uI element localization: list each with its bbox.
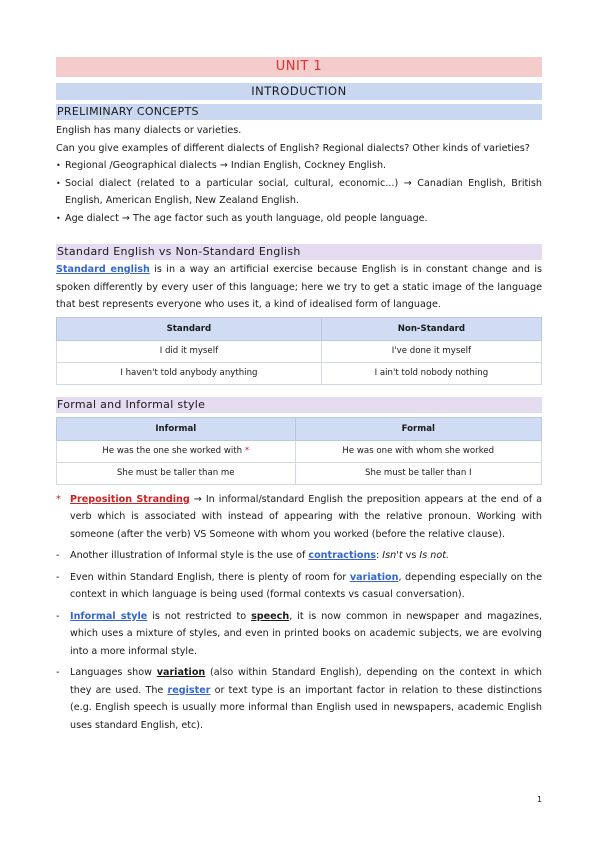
note-preposition-stranding: * Preposition Stranding → In informal/standard English the preposition appears at the end of a verb which is associated with instead of appearing with the relative pronoun. Working with someone (after the verb) VS Someone with whom you worked (before the relative clause).: [56, 491, 542, 544]
asterisk-mark: *: [244, 446, 250, 456]
standard-paragraph: [56, 261, 542, 314]
table-header: Informal: [57, 417, 296, 440]
dash-marker: -: [56, 571, 60, 583]
page-number: 1: [537, 795, 543, 804]
section-heading-formal: Formal and Informal style: [56, 397, 542, 413]
table-cell: I ain't told nobody nothing: [321, 362, 541, 384]
table-cell: She must be taller than me: [57, 462, 296, 484]
dialect-list: [56, 157, 542, 227]
term-preposition-stranding: Preposition Stranding: [70, 493, 190, 505]
table-cell: He was the one she worked with *: [57, 440, 296, 462]
table-cell: I've done it myself: [321, 340, 541, 362]
note-contractions: - Another illustration of Informal style is the use of contractions: Isn't vs Is not.: [56, 547, 542, 565]
register-link[interactable]: register: [167, 684, 211, 696]
prelim-paragraph-2: Can you give examples of different dialects of English? Regional dialects? Other kinds of varieties?: [56, 142, 530, 154]
variation-link[interactable]: variation: [349, 571, 399, 583]
list-item: • Age dialect → The age factor such as youth language, old people language.: [56, 210, 542, 228]
formal-table: [56, 417, 542, 485]
list-item: • Regional /Geographical dialects → Indian English, Cockney English.: [56, 157, 542, 175]
table-row: [57, 362, 542, 384]
table-cell: I did it myself: [57, 340, 322, 362]
table-row: [57, 340, 542, 362]
note-register: - Languages show variation (also within Standard English), depending on the context in which they are used. The register or text type is an important factor in relation to these distinctions (e.g. English speech is usually more informal than English used in newspapers, academic English uses standard English, etc).: [56, 664, 542, 734]
note-informal-style: - Informal style is not restricted to speech, it is now common in newspaper and magazines, which uses a mixture of styles, and even in printed books on academic subjects, we are evolving into a more informal style.: [56, 608, 542, 661]
table-header-row: [57, 317, 542, 340]
document-page: [56, 57, 542, 738]
dash-marker: -: [56, 610, 60, 622]
table-cell: She must be taller than I: [295, 462, 541, 484]
intro-heading: INTRODUCTION: [56, 83, 542, 100]
section-heading-preliminary: PRELIMINARY CONCEPTS: [56, 104, 542, 120]
list-item: • Social dialect (related to a particular social, cultural, economic...) → Canadian English, British English, American English, New Zealand English.: [56, 175, 542, 210]
contractions-link[interactable]: contractions: [308, 550, 376, 561]
table-cell: I haven't told anybody anything: [57, 362, 322, 384]
note-variation: - Even within Standard English, there is plenty of room for variation, depending especially on the context in which language is being used (formal contexts vs casual conversation).: [56, 569, 542, 604]
standard-english-link[interactable]: Standard english: [56, 264, 150, 275]
table-header: Non-Standard: [321, 317, 541, 340]
prelim-paragraph-1: English has many dialects or varieties.: [56, 125, 242, 136]
term-speech: speech: [251, 610, 290, 622]
standard-table: [56, 317, 542, 385]
notes-list: [56, 491, 542, 735]
asterisk-marker: *: [56, 493, 61, 505]
table-row: [57, 440, 542, 462]
dash-marker: -: [56, 667, 60, 678]
standard-body: is in a way an artificial exercise because English is in constant change and is spoken differently by every user of this language; here we try to get a static image of the language that best represents everyone who uses it, a kind of idealised form of language.: [56, 264, 543, 310]
dash-marker: -: [56, 550, 60, 561]
unit-title: UNIT 1: [56, 57, 542, 77]
term-variation: variation: [156, 667, 206, 678]
table-cell: He was one with whom she worked: [295, 440, 541, 462]
informal-style-link[interactable]: Informal style: [70, 610, 148, 622]
table-header-row: [57, 417, 542, 440]
table-row: [57, 462, 542, 484]
table-header: Formal: [295, 417, 541, 440]
table-header: Standard: [57, 317, 322, 340]
section-heading-standard: Standard English vs Non-Standard English: [56, 244, 542, 260]
